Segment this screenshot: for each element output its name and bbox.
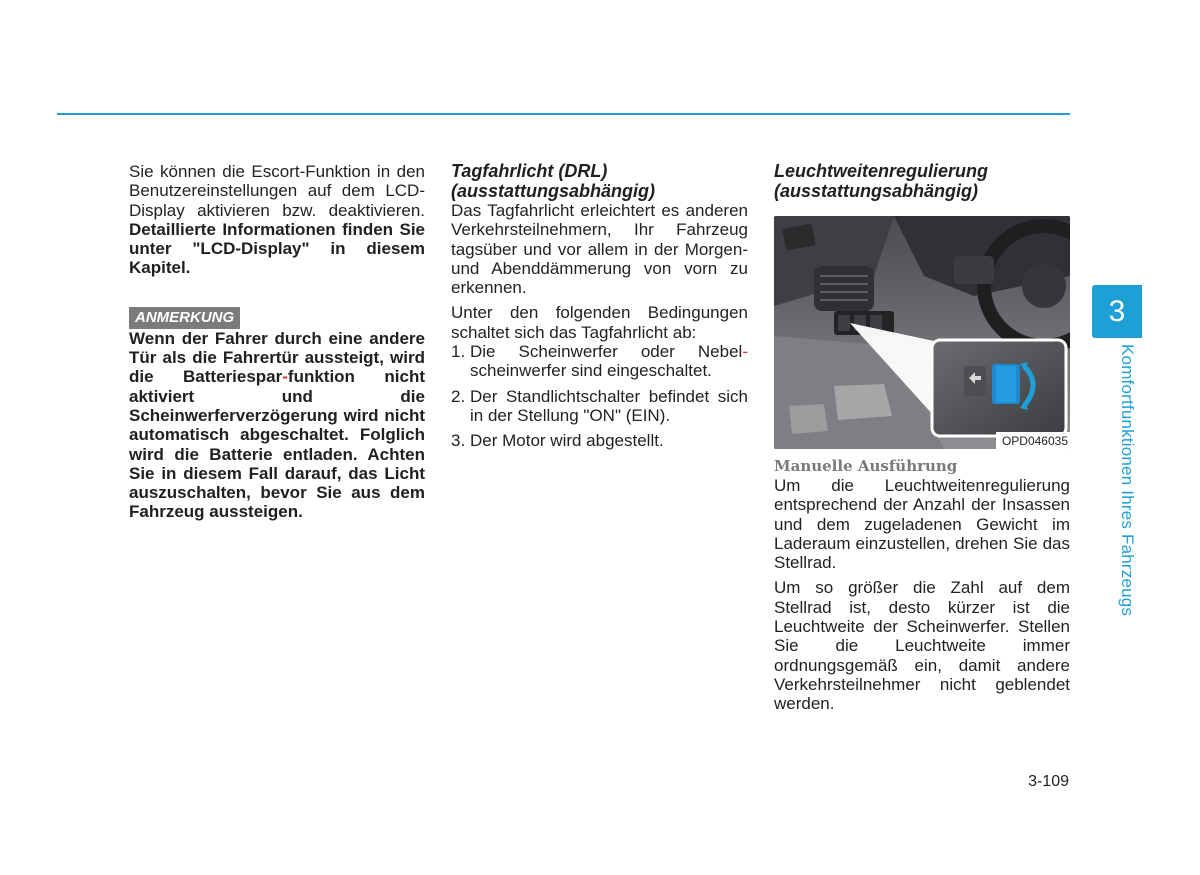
note-text-1: Wenn der Fahrer durch eine andere Tür als die Fahrertür aussteigt, wird die Batteriespar [129, 328, 425, 387]
column-2 [451, 162, 748, 451]
chapter-number-tab: 3 [1092, 285, 1142, 338]
column-3 [774, 162, 1070, 714]
drl-heading-line-1: Tagfahrlicht (DRL) [451, 161, 608, 181]
page-number: 3-109 [1028, 773, 1069, 790]
list-text: Die Scheinwerfer oder Nebel [470, 342, 743, 362]
list-item [451, 342, 748, 381]
escort-bold-text: Detaillierte Informationen finden Sie unter "LCD-Display" in diesem Kapitel. [129, 219, 425, 278]
dashboard-figure [774, 216, 1070, 449]
list-item [451, 387, 748, 426]
escort-text: Sie können die Escort-Funktion in den Benutzereinstellungen auf dem LCD-Display aktivieren bzw. deaktivieren. [129, 162, 425, 220]
header-rule [57, 113, 1070, 115]
leveling-paragraph-1: Um die Leuchtweitenregulierung entsprechend der Anzahl der Insassen und dem zugeladenen Gewicht im Laderaum einzustellen, drehen Sie das Stellrad. [774, 476, 1070, 573]
drl-condition-list [451, 342, 748, 450]
leveling-heading [774, 162, 1070, 201]
column-1 [129, 162, 425, 522]
note-text-2: funktion nicht aktiviert und die Scheinwerferverzögerung wird nicht automatisch abgeschaltet. Folglich wird die Batterie entladen. Achten Sie in diesem Fall darauf, das Licht auszuschalten, bevor Sie aus dem Fahrzeug aussteigen. [129, 367, 426, 522]
list-number: 1. [451, 342, 466, 362]
drl-paragraph-2: Unter den folgenden Bedingungen schaltet sich das Tagfahrlicht ab: [451, 303, 748, 342]
manual-subheading: Manuelle Ausführung [774, 457, 958, 475]
drl-heading [451, 162, 748, 201]
list-number: 2. [451, 386, 466, 406]
figure-label: OPD046035 [996, 432, 1070, 449]
list-hyphen: - [742, 342, 748, 362]
list-text: Der Motor wird abgestellt. [470, 431, 664, 451]
escort-paragraph [129, 162, 425, 278]
list-text: Der Standlichtschalter befindet sich in der Stellung "ON" (EIN). [470, 386, 748, 425]
note-hyphen: - [282, 367, 288, 387]
leveling-heading-line-1: Leuchtweitenregulierung [774, 161, 989, 181]
drl-paragraph-1: Das Tagfahrlicht erleichtert es anderen Verkehrsteilnehmern, Ihr Fahrzeug tagsüber und vor allem in der Morgen- und Abenddämmerung von vorn zu erkennen. [451, 201, 748, 298]
note-label: ANMERKUNG [129, 307, 240, 329]
leveling-heading-line-2: (ausstattungsabhängig) [774, 180, 979, 201]
list-item [451, 431, 748, 450]
dashboard-illustration [774, 216, 1070, 449]
chapter-title: Komfortfunktionen Ihres Fahrzeugs [1118, 344, 1137, 617]
note-paragraph [129, 329, 425, 522]
leveling-paragraph-2: Um so größer die Zahl auf dem Stellrad ist, desto kürzer ist die Leuchtweite der Scheinwerfer. Stellen Sie die Leuchtweite immer ordnungsgemäß ein, damit andere Verkehrsteilnehmer nicht geblendet werden. [774, 578, 1070, 714]
list-text-cont: scheinwerfer sind eingeschaltet. [470, 361, 712, 381]
drl-heading-line-2: (ausstattungsabhängig) [451, 180, 656, 201]
list-number: 3. [451, 431, 466, 451]
